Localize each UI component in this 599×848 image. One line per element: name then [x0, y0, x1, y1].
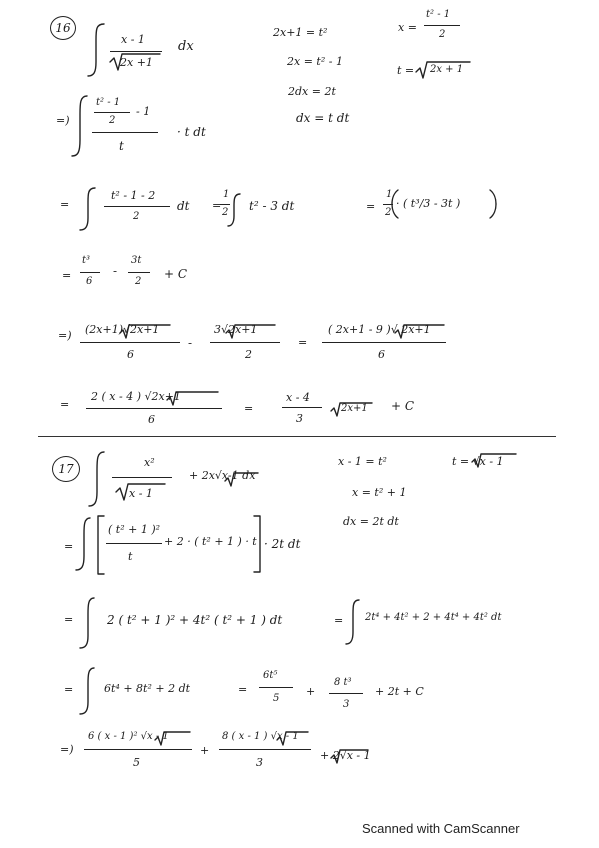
substitution-x: x =: [398, 21, 417, 34]
integral-sign: [80, 188, 95, 230]
equals: =: [62, 269, 72, 282]
substitution-line: dx = t dt: [296, 111, 350, 125]
fraction-denominator: 3: [256, 756, 263, 769]
differential: dt: [177, 199, 190, 213]
substitution-line: 2dx = 2t: [288, 85, 336, 98]
scanner-watermark: Scanned with CamScanner: [362, 821, 520, 836]
bracket-term: + 2 · ( t² + 1 ) · t: [164, 535, 257, 548]
step-tail: · t dt: [177, 125, 206, 139]
fraction-bar: [86, 408, 222, 409]
integrand-body: 6t⁴ + 8t² + 2 dt: [104, 682, 191, 695]
plus: +: [306, 685, 316, 698]
fraction-bar: [322, 342, 446, 343]
step-tail: + 2√x - 1: [320, 749, 371, 762]
constant: + C: [164, 267, 188, 281]
substitution-line: x = t² + 1: [352, 486, 407, 499]
fraction-numerator: t³: [82, 255, 91, 266]
step-tail: · 2t dt: [264, 537, 301, 551]
fraction-bar: [259, 687, 293, 688]
fraction-bar: [104, 206, 170, 207]
equals: =: [64, 540, 74, 553]
fraction-numerator: x - 4: [286, 391, 310, 404]
equals: =: [60, 198, 70, 211]
fraction-numerator: 8 t³: [334, 677, 352, 688]
bracket-left: [98, 516, 104, 574]
fraction-bar: [128, 272, 150, 273]
fraction-bar: [112, 477, 172, 478]
differential: dx: [178, 39, 194, 54]
outer-denominator: t: [119, 139, 124, 153]
fraction-bar: [94, 112, 130, 113]
constant: + C: [391, 399, 415, 413]
integrand-numerator: x - 1: [121, 33, 145, 46]
fraction-denominator: 2: [133, 211, 140, 222]
substitution-t: t =: [397, 64, 415, 77]
integral-sign: [228, 194, 240, 226]
half-denominator: 2: [385, 207, 392, 218]
fraction-numerator: ( t² + 1 )²: [108, 523, 161, 536]
fraction-bar: [210, 342, 280, 343]
fraction-denominator: 2: [135, 276, 142, 287]
fraction-numerator: 6 ( x - 1 )² √x - 1: [88, 731, 169, 742]
integrand-denominator: 2x +1: [120, 56, 153, 69]
integral-sign: [80, 668, 94, 714]
fraction-bar: [383, 204, 393, 205]
substitution-t-radicand: 2x + 1: [430, 64, 464, 75]
problem-number: 16: [55, 21, 71, 35]
inner-denominator: 2: [109, 115, 116, 126]
substitution-line: 2x = t² - 1: [287, 55, 343, 68]
equals: =: [60, 398, 70, 411]
fraction-bar: [329, 693, 363, 694]
fraction-numerator: 6t⁵: [263, 670, 278, 681]
fraction-denominator: 5: [273, 693, 280, 704]
equals: =: [64, 613, 74, 626]
substitution-line: x - 1 = t²: [338, 455, 387, 468]
integral-sign: [89, 452, 104, 506]
fraction-bar: [92, 132, 158, 133]
minus: -: [113, 264, 118, 278]
fraction-denominator: 6: [148, 413, 155, 426]
section-divider: [38, 436, 556, 437]
paren-right: [490, 190, 496, 218]
minus: -: [188, 336, 193, 350]
antiderivative: · ( t³/3 - 3t ): [396, 197, 461, 210]
integrand-term: + 2x√x-1 dx: [189, 469, 256, 482]
integral-sign: [80, 598, 94, 648]
integral-sign: [76, 518, 90, 570]
equals: =: [298, 336, 308, 349]
fraction-denominator: t: [128, 550, 133, 563]
fraction-denominator: 6: [378, 348, 385, 361]
integral-sign: [72, 96, 87, 156]
fraction-numerator: 8 ( x - 1 ) √x - 1: [222, 731, 299, 742]
step-prefix: =): [56, 114, 70, 127]
fraction-denominator: 6: [86, 276, 93, 287]
fraction-denominator: 3: [343, 699, 350, 710]
problem-number: 17: [58, 462, 74, 476]
integrand-body: 2t⁴ + 4t² + 2 + 4t⁴ + 4t² dt: [365, 612, 502, 623]
inner-minus: - 1: [136, 105, 151, 118]
substitution-t: t = √x - 1: [452, 455, 504, 468]
equals: =: [334, 614, 344, 627]
equals: =: [238, 683, 248, 696]
equals: =: [64, 683, 74, 696]
half-numerator: 1: [386, 189, 393, 200]
substitution-line: dx = 2t dt: [343, 515, 399, 528]
fraction-bar: [80, 272, 100, 273]
fraction-bar: [424, 25, 460, 26]
fraction-numerator: (2x+1)√2x+1: [85, 323, 160, 336]
fraction-bar: [84, 749, 192, 750]
equals: =: [366, 200, 376, 213]
half-numerator: 1: [223, 189, 230, 200]
equals: =: [244, 402, 254, 415]
fraction-numerator: t² - 1 - 2: [111, 189, 156, 202]
integrand-body: 2 ( t² + 1 )² + 4t² ( t² + 1 ) dt: [107, 613, 283, 627]
radicand: 2x+1: [341, 403, 368, 414]
fraction-bar: [220, 204, 230, 205]
fraction-bar: [282, 407, 322, 408]
fraction-bar: [110, 51, 162, 52]
step-tail: + 2t + C: [375, 685, 424, 698]
fraction-numerator: 3t: [131, 255, 142, 266]
equals: =: [212, 199, 222, 212]
fraction-denominator: 6: [127, 348, 134, 361]
integrand-denominator: x - 1: [129, 487, 153, 500]
fraction-numerator: ( 2x+1 - 9 )√ 2x+1: [328, 323, 431, 336]
integral-sign: [346, 600, 359, 644]
plus: +: [200, 744, 210, 757]
fraction-bar: [80, 342, 180, 343]
inner-numerator: t² - 1: [96, 97, 121, 108]
fraction-denominator: 5: [133, 756, 140, 769]
integrand-numerator: x²: [144, 456, 155, 469]
fraction-numerator: 2 ( x - 4 ) √2x+1: [91, 390, 181, 403]
integral-sign: [88, 24, 104, 76]
problem-number-circle: [52, 456, 80, 482]
substitution-line: 2x+1 = t²: [273, 26, 328, 39]
problem-number-circle: [50, 16, 76, 40]
fraction-bar: [106, 543, 162, 544]
integrand-body: t² - 3 dt: [249, 199, 295, 213]
substitution-x-numerator: t² - 1: [426, 9, 451, 20]
fraction-numerator: 3√2x+1: [214, 323, 258, 336]
substitution-x-denominator: 2: [439, 29, 446, 40]
half-denominator: 2: [222, 207, 229, 218]
step-prefix: =): [60, 743, 74, 756]
fraction-denominator: 3: [296, 412, 303, 425]
fraction-bar: [219, 749, 311, 750]
fraction-denominator: 2: [245, 348, 252, 361]
step-prefix: =): [58, 329, 72, 342]
